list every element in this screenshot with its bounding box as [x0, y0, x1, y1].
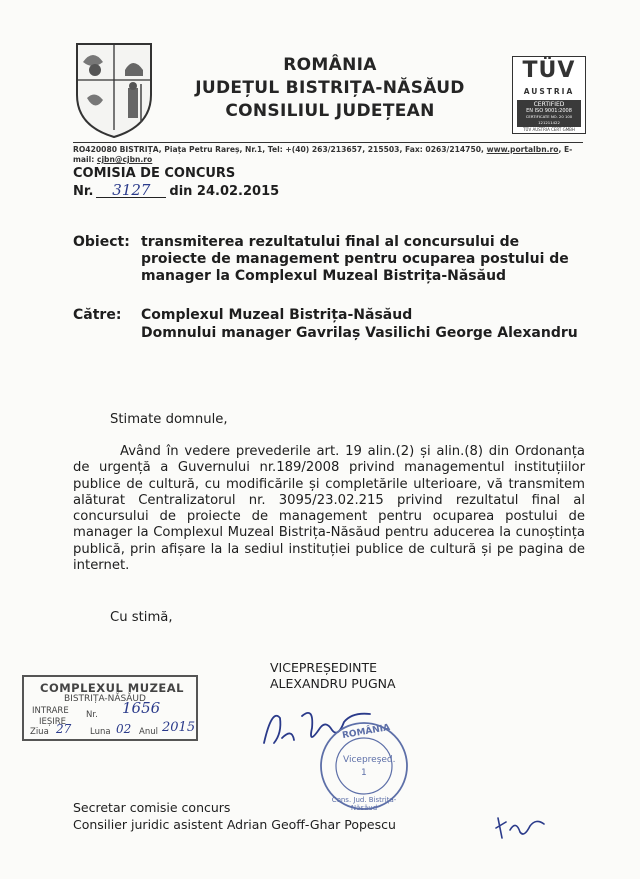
- subject-text: transmiterea rezultatului final al concursului de proiecte de management pentru ocuparea postului de manager la Complexul Muzeal Bistrița-Năsăud: [141, 234, 569, 284]
- tuv-logo-text: TÜV: [522, 58, 576, 83]
- email-link[interactable]: cjbn@cjbn.ro: [96, 155, 153, 164]
- recipient-person: Domnului manager Gavrilaș Vasilichi George Alexandru: [141, 325, 578, 341]
- stamp-ziua-label: Ziua: [30, 727, 49, 737]
- subject-label: Obiect:: [73, 234, 130, 250]
- signatory-name: ALEXANDRU PUGNA: [270, 676, 396, 691]
- header-divider: [73, 142, 583, 143]
- email-label: , E-mail:: [73, 145, 573, 164]
- round-stamp-bottom: Cons. Jud. Bistrița-Năsăud: [331, 796, 397, 812]
- recipient-label: Către:: [73, 307, 122, 323]
- tuv-certificate-box: [517, 100, 581, 127]
- official-round-stamp: [318, 720, 410, 812]
- round-stamp-top: ROMÂNIA: [341, 722, 391, 742]
- footer-person: Consilier juridic asistent Adrian Geoff-Ghar Popescu: [73, 817, 396, 832]
- stamp-anul-label: Anul: [139, 727, 158, 737]
- handwritten-number: 3127: [96, 183, 166, 198]
- recipient-institution: Complexul Muzeal Bistrița-Năsăud: [141, 307, 413, 323]
- document-number: [73, 183, 279, 199]
- stamp-location: BISTRIȚA-NĂSĂUD: [64, 694, 146, 704]
- tuv-cert-number: CERTIFICATE NO. 20 100 121211422: [525, 114, 573, 125]
- header-council: CONSILIUL JUDEȚEAN: [225, 101, 435, 121]
- tuv-issuer: TÜV AUSTRIA CERT GMBH: [523, 127, 575, 132]
- tuv-cert-label: CERTIFIED: [533, 101, 565, 108]
- header-county: JUDEȚUL BISTRIȚA-NĂSĂUD: [195, 78, 465, 98]
- address-text: RO420080 BISTRIȚA, Piața Petru Rareș, Nr.1, Tel: +(40) 263/213657, 215503, Fax: 0263/214750,: [73, 145, 484, 154]
- stamp-luna-label: Luna: [90, 727, 111, 737]
- letter-body: Având în vedere prevederile art. 19 alin.(2) și alin.(8) din Ordonanța de urgență a Guvernului nr.189/2008 privind managementul instituțiilor publice de cultură, cu modificările și completările ulterioare, vă transmitem alăturat Centralizatorul nr. 3095/23.02.215 privind rezultatul final al concursului de proiecte de management pentru ocuparea postului de manager la Complexul Muzeal Bistrița-Năsăud pentru aducerea la cunoștința publică, prin afișare la la sediul instituției publice de cultură și pe pagina de internet.: [73, 444, 585, 574]
- tuv-cert-standard: EN ISO 9001:2008: [526, 108, 572, 114]
- number-prefix: Nr.: [73, 184, 94, 199]
- website-link[interactable]: www.portalbn.ro: [486, 145, 559, 154]
- round-stamp-number: 1: [361, 768, 367, 778]
- stamp-nr-value: 1656: [122, 699, 161, 717]
- stamp-luna-value: 02: [116, 722, 132, 736]
- stamp-intrare: INTRARE: [32, 706, 69, 716]
- salutation: Stimate domnule,: [110, 412, 228, 427]
- secretary-initials: [492, 808, 552, 844]
- footer-role: Secretar comisie concurs: [73, 800, 231, 815]
- stamp-institution: COMPLEXUL MUZEAL: [40, 681, 185, 695]
- commission-title: COMISIA DE CONCURS: [73, 166, 236, 181]
- tuv-country: AUSTRIA: [523, 87, 575, 96]
- signatory-title: VICEPREȘEDINTE: [270, 660, 378, 675]
- closing: Cu stimă,: [110, 610, 173, 625]
- stamp-iesire: IEȘIRE: [39, 717, 67, 727]
- header-country: ROMÂNIA: [283, 55, 377, 75]
- contact-address: [73, 145, 583, 165]
- registration-stamp: [22, 675, 198, 741]
- stamp-nr-label: Nr.: [86, 710, 98, 720]
- round-stamp-center: Vicepreşed.: [343, 755, 396, 765]
- tuv-certification-logo: [512, 56, 586, 134]
- stamp-ziua-value: 27: [56, 722, 72, 736]
- number-date: din 24.02.2015: [169, 184, 280, 199]
- stamp-anul-value: 2015: [162, 720, 196, 735]
- county-coat-of-arms: [73, 40, 155, 140]
